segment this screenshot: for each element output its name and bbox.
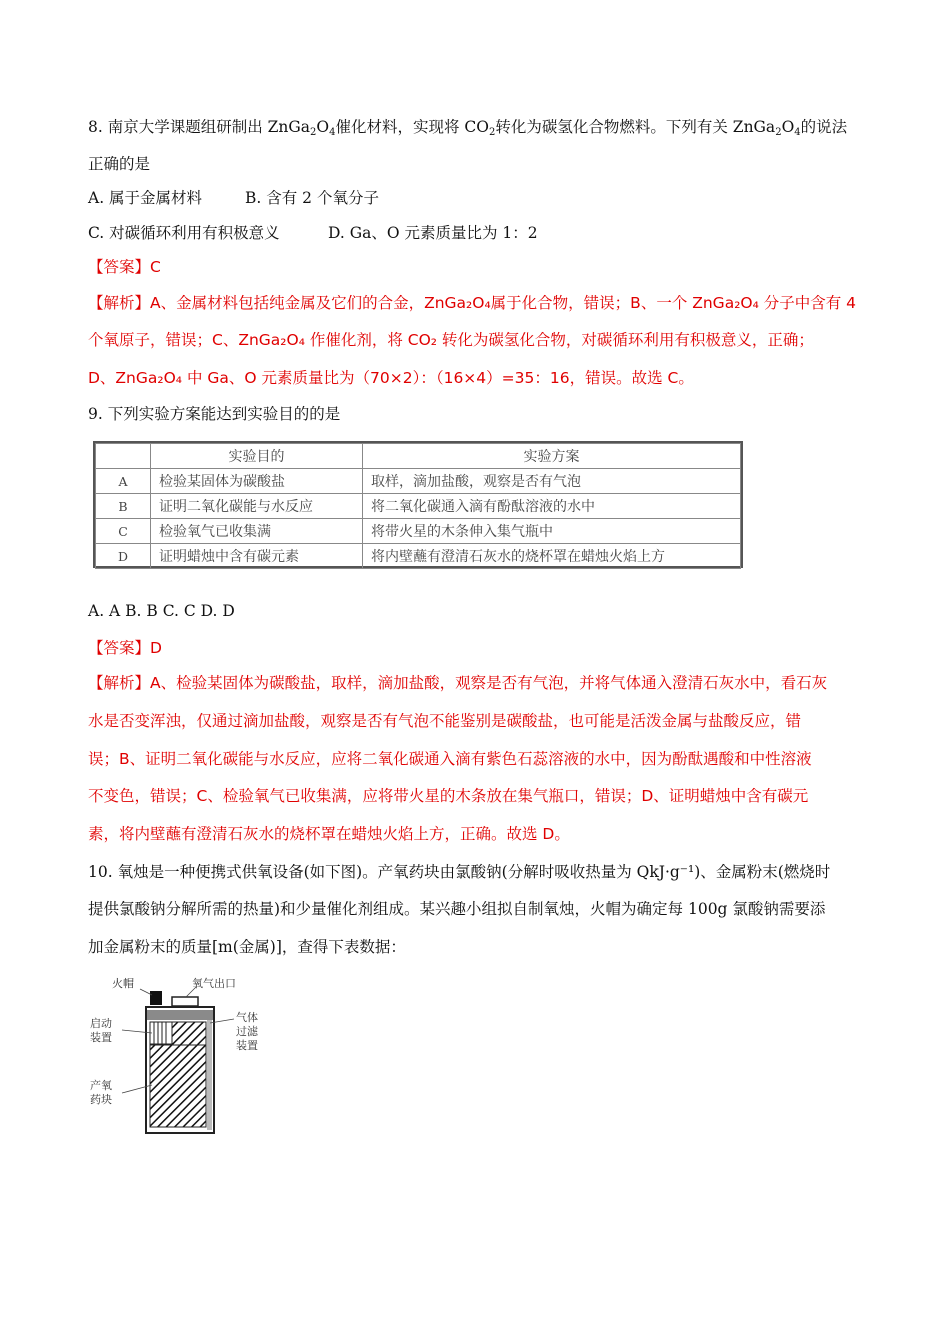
- q8-option-b: B. 含有 2 个氧分子: [245, 189, 379, 207]
- q9-explanation-line2: 水是否变浑浊，仅通过滴加盐酸，观察是否有气泡不能鉴别是碳酸盐，也可能是活泼金属与盐酸反应，错: [88, 712, 802, 730]
- table-cell: D: [96, 544, 151, 569]
- table-cell: 证明蜡烛中含有碳元素: [151, 544, 363, 569]
- oxygen-candle-drawing: [88, 975, 268, 1140]
- label-gas-filter: 气体 过滤 装置: [236, 1011, 258, 1052]
- q9-explanation-line5: 素，将内壁蘸有澄清石灰水的烧杯罩在蜡烛火焰上方，正确。故选 D。: [88, 825, 570, 843]
- q8-explanation-line1: 【解析】A、金属材料包括纯金属及它们的合金，ZnGa₂O₄属于化合物，错误；B、一个 ZnGa₂O₄ 分子中含有 4: [88, 294, 857, 312]
- q8-stem-line2: 正确的是: [88, 155, 151, 173]
- q8-option-a: A. 属于金属材料: [88, 189, 203, 207]
- table-cell: A: [96, 469, 151, 494]
- q9-stem: 9. 下列实验方案能达到实验目的的是: [88, 405, 341, 423]
- table-cell: 将二氧化碳通入滴有酚酞溶液的水中: [363, 494, 741, 519]
- q9-experiment-table: [93, 441, 743, 568]
- q8-option-d: D. Ga、O 元素质量比为 1：2: [328, 224, 538, 242]
- table-cell: C: [96, 519, 151, 544]
- oxygen-candle-diagram: [88, 975, 268, 1140]
- table-header-cell: 实验方案: [363, 444, 741, 469]
- table-header-cell: [96, 444, 151, 469]
- q9-explanation-line3: 误；B、证明二氧化碳能与水反应，应将二氧化碳通入滴有紫色石蕊溶液的水中，因为酚酞遇酸和中性溶液: [88, 750, 812, 768]
- q8-answer: 【答案】C: [88, 258, 161, 276]
- q9-options: A. A B. B C. C D. D: [88, 602, 235, 620]
- q8-option-c: C. 对碳循环利用有积极意义: [88, 224, 280, 242]
- table-cell: 检验氧气已收集满: [151, 519, 363, 544]
- label-oxygen-outlet: 氧气出口: [192, 977, 236, 990]
- table-header-row: [96, 444, 741, 469]
- q10-stem-line1: 10. 氧烛是一种便携式供氧设备(如下图)。产氧药块由氯酸钠(分解时吸收热量为 QkJ·g⁻¹)、金属粉末(燃烧时: [88, 863, 831, 881]
- q9-answer: 【答案】D: [88, 639, 162, 657]
- q8-explanation-line2: 个氧原子，错误；C、ZnGa₂O₄ 作催化剂，将 CO₂ 转化为碳氢化合物，对碳循环利用有积极意义，正确；: [88, 331, 814, 349]
- q9-explanation-line4: 不变色，错误；C、检验氧气已收集满，应将带火星的木条放在集气瓶口，错误；D、证明蜡烛中含有碳元: [88, 787, 809, 805]
- q8-stem-line1: 8. 南京大学课题组研制出 $ZnGa_2O_4$催化材料，实现将 $CO_2$转化为碳氢化合物燃料。下列有关 $ZnGa_2O_4$的说法: [88, 118, 848, 138]
- table-row: [96, 494, 741, 519]
- label-cap: 火帽: [112, 977, 134, 990]
- label-starter: 启动 装置: [90, 1017, 112, 1044]
- table-cell: B: [96, 494, 151, 519]
- q10-stem-line2: 提供氯酸钠分解所需的热量)和少量催化剂组成。某兴趣小组拟自制氧烛，火帽为确定每 100g 氯酸钠需要添: [88, 900, 826, 918]
- q8-explanation-line3: D、ZnGa₂O₄ 中 Ga、O 元素质量比为（70×2）：（16×4）=35：16，错误。故选 C。: [88, 369, 694, 387]
- table-row: [96, 544, 741, 569]
- q8-options-row1: [88, 188, 379, 208]
- label-oxygen-block: 产氧 药块: [90, 1079, 112, 1106]
- q10-stem-line3: 加金属粉末的质量[m(金属)]，查得下表数据：: [88, 938, 406, 956]
- table-cell: 将带火星的木条伸入集气瓶中: [363, 519, 741, 544]
- table-cell: 将内壁蘸有澄清石灰水的烧杯罩在蜡烛火焰上方: [363, 544, 741, 569]
- table-row: [96, 469, 741, 494]
- q8-options-row2: [88, 223, 538, 243]
- table-cell: 检验某固体为碳酸盐: [151, 469, 363, 494]
- table-row: [96, 519, 741, 544]
- table-cell: 取样，滴加盐酸，观察是否有气泡: [363, 469, 741, 494]
- table-cell: 证明二氧化碳能与水反应: [151, 494, 363, 519]
- table-header-cell: 实验目的: [151, 444, 363, 469]
- q9-explanation-line1: 【解析】A、检验某固体为碳酸盐，取样，滴加盐酸，观察是否有气泡，并将气体通入澄清石灰水中，看石灰: [88, 674, 828, 692]
